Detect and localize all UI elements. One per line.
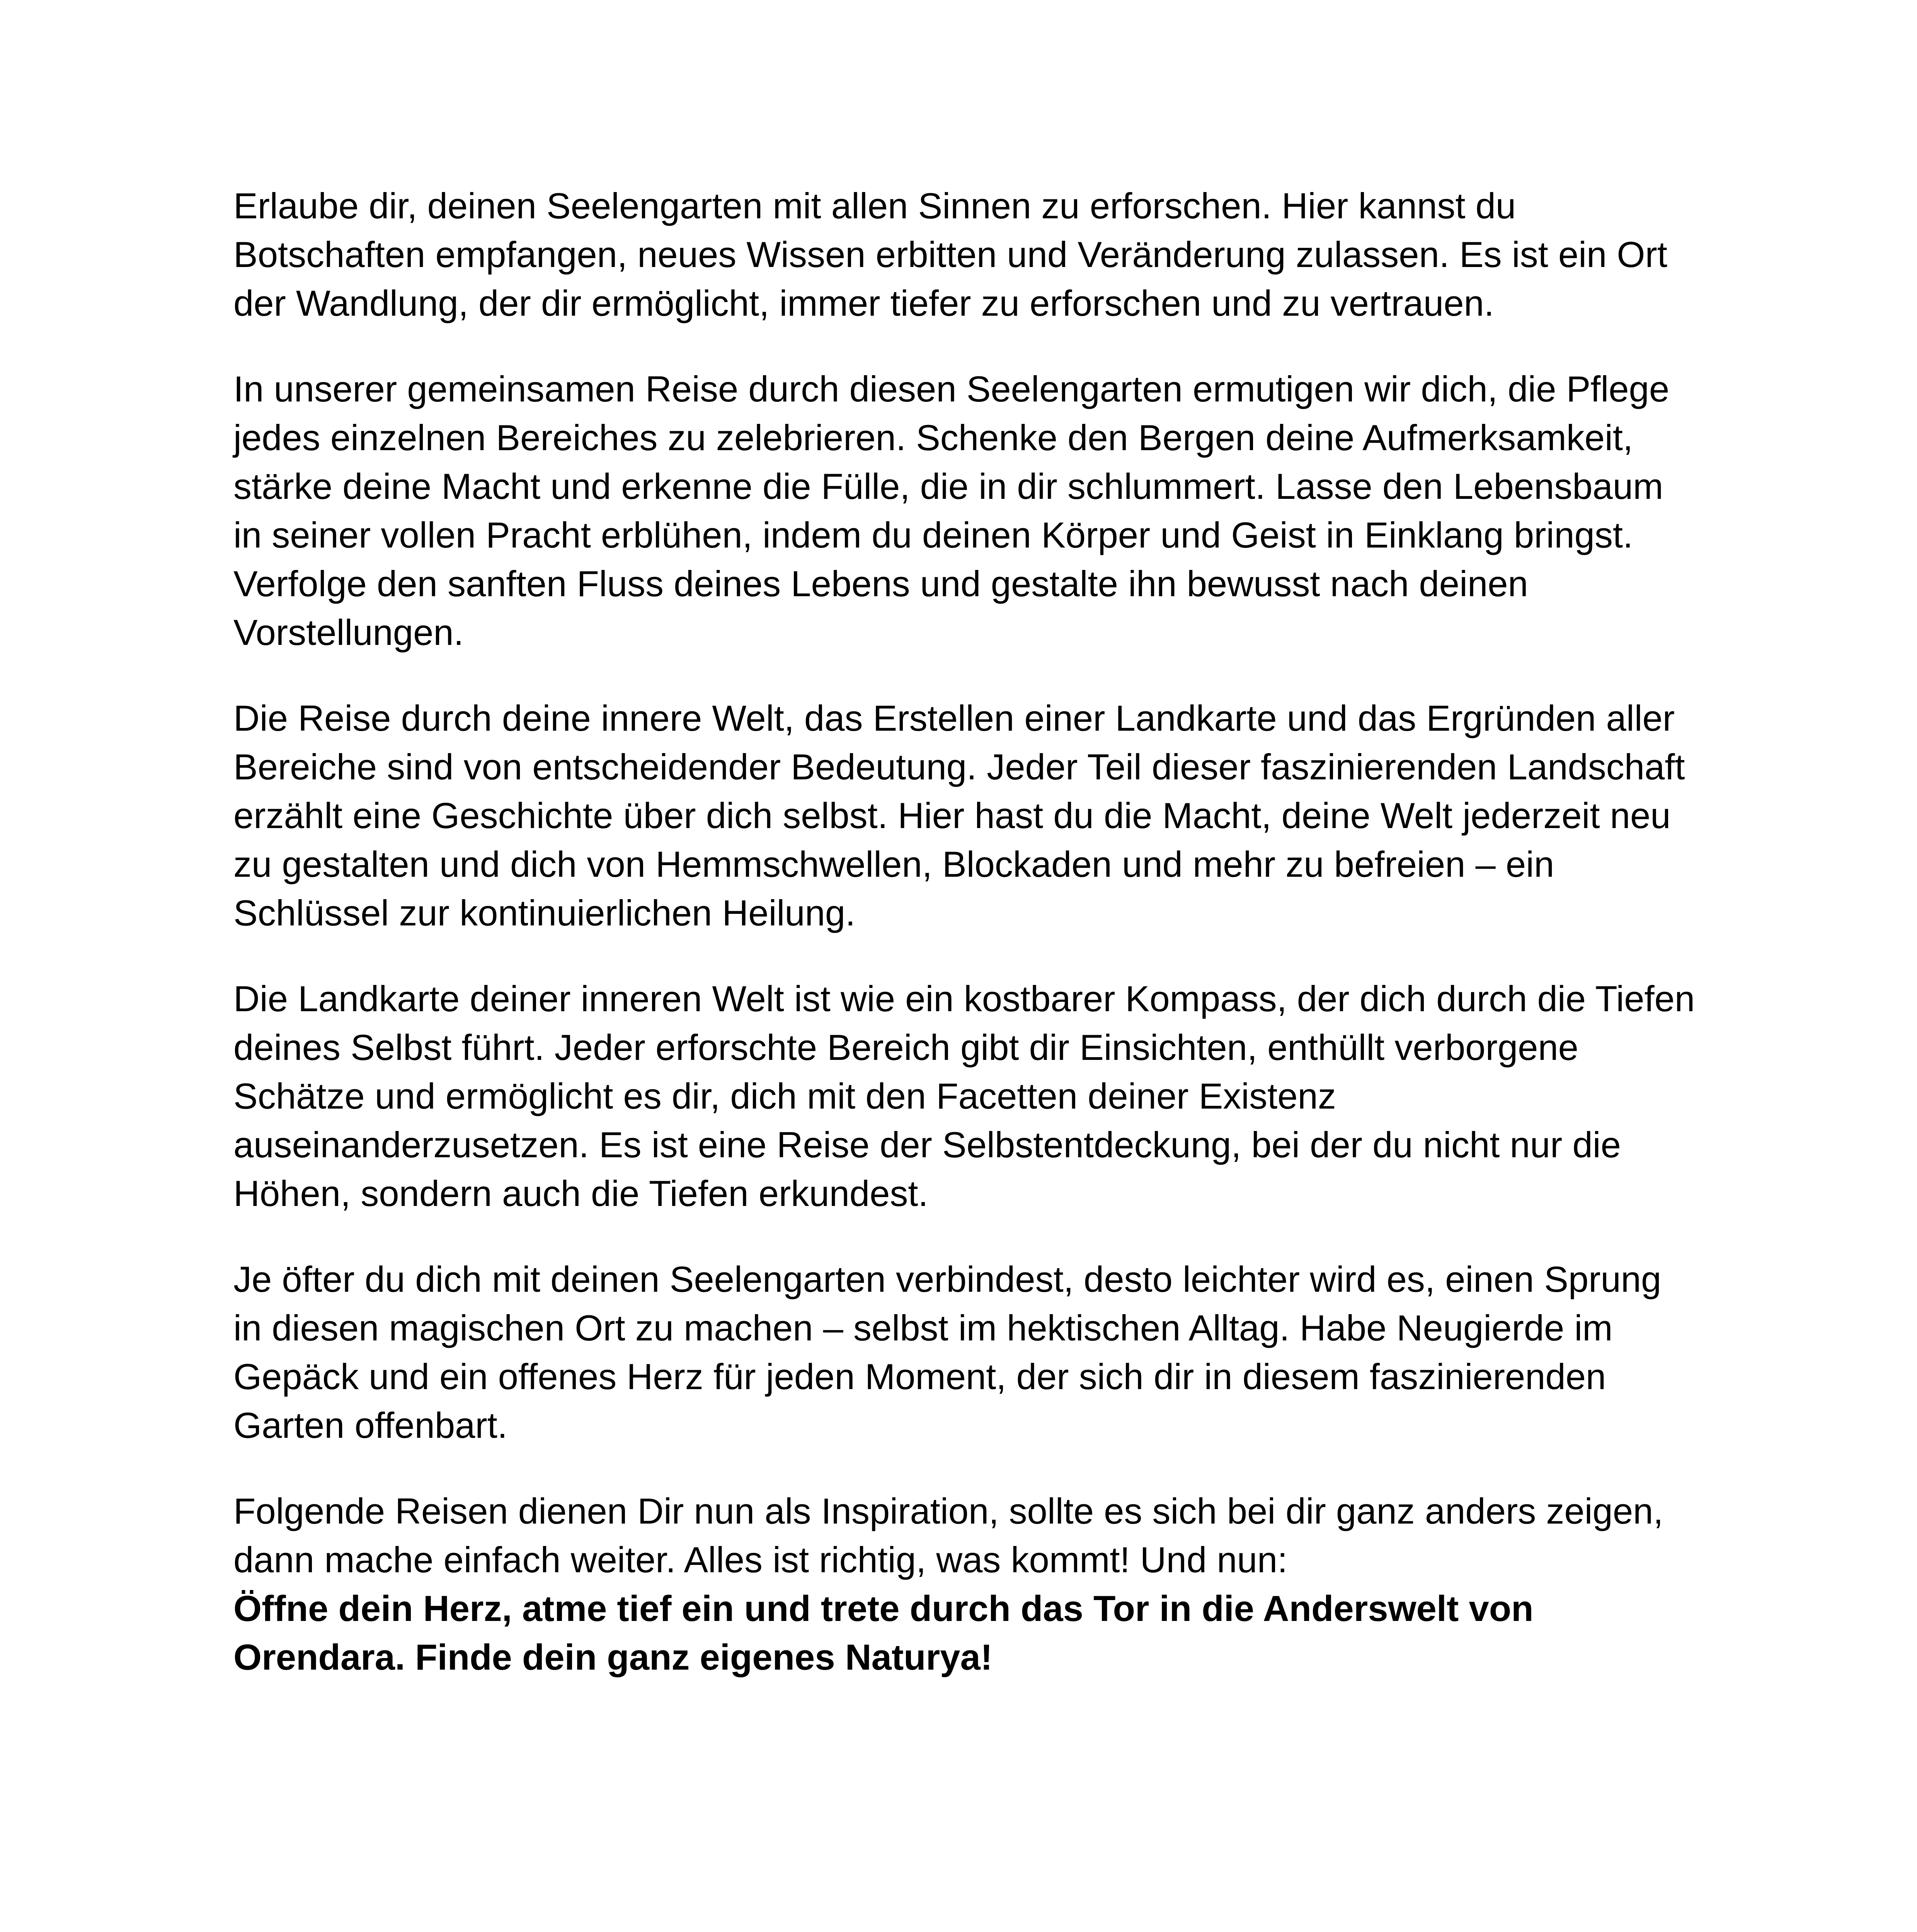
paragraph-5: Je öfter du dich mit deinen Seelengarten verbindest, desto leichter wird es, einen Sprung in diesen magischen Ort zu machen – selbst im hektischen Alltag. Habe Neugierde im Gepäck und ein offenes Herz für jeden Moment, der sich dir in diesem faszinierenden Garten offenbart. (233, 1259, 1662, 1446)
body-text (233, 182, 1698, 1682)
paragraph-3: Die Reise durch deine innere Welt, das Erstellen einer Landkarte und das Ergründen aller Bereiche sind von entscheidender Bedeutung. Jeder Teil dieser faszinierenden Landschaft erzählt eine Geschichte über dich selbst. Hier hast du die Macht, deine Welt jederzeit neu zu gestalten und dich von Hemmschwellen, Blockaden und mehr zu befreien – ein Schlüssel zur kontinuierlichen Heilung. (233, 698, 1685, 933)
paragraph-6-text: Folgende Reisen dienen Dir nun als Inspiration, sollte es sich bei dir ganz anders zeigen, dann mache einfach weiter. Alles ist richtig, was kommt! Und nun: (233, 1491, 1663, 1580)
paragraph-6 (233, 1487, 1698, 1682)
paragraph-4: Die Landkarte deiner inneren Welt ist wie ein kostbarer Kompass, der dich durch die Tiefen deines Selbst führt. Jeder erforschte Bereich gibt dir Einsichten, enthüllt verborgene Schätze und ermöglicht es dir, dich mit den Facetten deiner Existenz auseinanderzusetzen. Es ist eine Reise der Selbstentdeckung, bei der du nicht nur die Höhen, sondern auch die Tiefen erkundest. (233, 978, 1695, 1214)
paragraph-1: Erlaube dir, deinen Seelengarten mit allen Sinnen zu erforschen. Hier kannst du Botschaften empfangen, neues Wissen erbitten und Veränderung zulassen. Es ist ein Ort der Wandlung, der dir ermöglicht, immer tiefer zu erforschen und zu vertrauen. (233, 185, 1667, 323)
closing-invitation: Öffne dein Herz, atme tief ein und trete durch das Tor in die Anderswelt von Orendara. Finde dein ganz eigenes Naturya! (233, 1588, 1534, 1677)
paragraph-2: In unserer gemeinsamen Reise durch diesen Seelengarten ermutigen wir dich, die Pflege jedes einzelnen Bereiches zu zelebrieren. Schenke den Bergen deine Aufmerksamkeit, stärke deine Macht und erkenne die Fülle, die in dir schlummert. Lasse den Lebensbaum in seiner vollen Pracht erblühen, indem du deinen Körper und Geist in Einklang bringst. Verfolge den sanften Fluss deines Lebens und gestalte ihn bewusst nach deinen Vorstellungen. (233, 369, 1670, 653)
